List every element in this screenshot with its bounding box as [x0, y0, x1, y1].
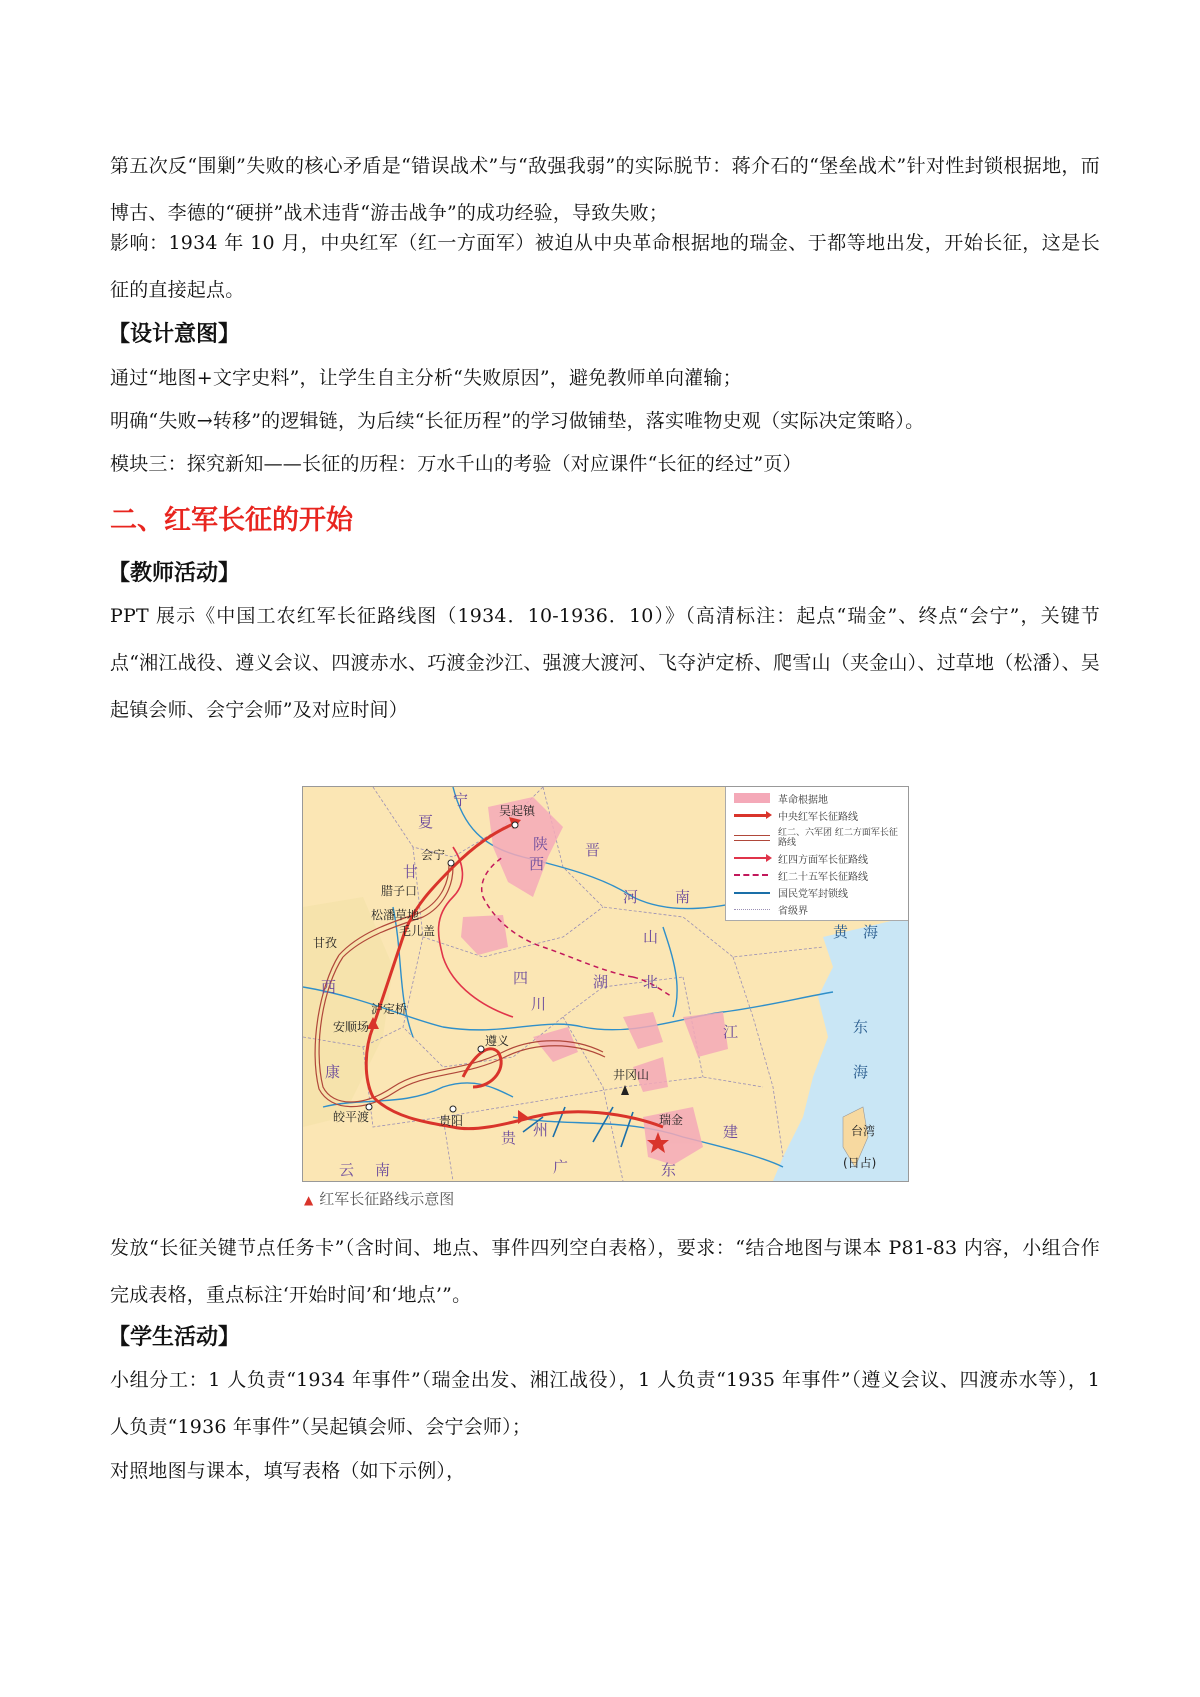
label-luding: 泸定桥: [371, 1002, 408, 1016]
jinggangshan-mountain-icon: [621, 1085, 629, 1095]
paragraph-task-card: 发放“长征关键节点任务卡”（含时间、地点、事件四列空白表格），要求：“结合地图与课本 P81-83 内容，小组合作完成表格，重点标注‘开始时间’和‘地点’”。: [110, 1237, 1100, 1306]
label-jiaoping: 皎平渡: [333, 1110, 370, 1124]
prov-label: 贵: [501, 1129, 517, 1147]
prov-label: 北: [643, 973, 659, 991]
prov-label: 南: [375, 1161, 391, 1179]
prov-label: 西: [529, 855, 545, 873]
legend-item: 省级界: [732, 902, 808, 916]
prov-label: 河: [623, 888, 639, 906]
paragraph-design-1: 通过“地图+文字史料”，让学生自主分析“失败原因”，避免教师单向灌输；: [110, 367, 742, 389]
label-jinggangshan: 井冈山: [613, 1068, 650, 1082]
map-legend: [725, 787, 908, 921]
legend-item: 中央红军长征路线: [732, 808, 858, 822]
triangle-icon: ▲: [304, 1193, 314, 1207]
label-ruijin: 瑞金: [659, 1113, 684, 1127]
prov-label: 江: [723, 1023, 739, 1041]
sea-area: [773, 917, 908, 1181]
sea-label: 黄: [833, 923, 849, 941]
long-march-map: [302, 786, 909, 1182]
sea-label: 东: [853, 1018, 869, 1036]
label-wuqi: 吴起镇: [499, 804, 536, 818]
prov-label: 夏: [418, 813, 434, 831]
paragraph-module-three: 模块三：探究新知——长征的历程：万水千山的考验（对应课件“长征的经过”页）: [110, 453, 802, 475]
prov-label: 州: [533, 1121, 549, 1139]
heading-student-activity: 【学生活动】: [108, 1325, 241, 1350]
heading-design-intent: 【设计意图】: [108, 322, 241, 347]
label-anshunchang: 安顺场: [333, 1020, 370, 1034]
label-taiwan: 台湾: [851, 1124, 876, 1138]
prov-label: 甘: [403, 863, 419, 881]
prov-label: 西: [321, 978, 337, 996]
paragraph-failure-analysis: 第五次反“围剿”失败的核心矛盾是“错误战术”与“敌强我弱”的实际脱节：蒋介石的“堡垒战术”针对性封锁根据地，而博古、李德的“硬拼”战术违背“游击战争”的成功经验，导致失败；: [110, 155, 1100, 224]
label-maoergai: 毛儿盖: [399, 924, 436, 938]
prov-label: 南: [675, 888, 691, 906]
paragraph-group-division: 小组分工：1 人负责“1934 年事件”（瑞金出发、湘江战役），1 人负责“1935 年事件”（遵义会议、四渡赤水等），1 人负责“1936 年事件”（吴起镇会师、会宁会师）；: [110, 1369, 1100, 1438]
legend-item: 革命根据地: [732, 791, 828, 805]
label-huining: 会宁: [421, 848, 446, 862]
label-japan-occupied: (日占): [843, 1156, 877, 1170]
label-songpan: 松潘草地: [371, 908, 420, 922]
prov-label: 建: [723, 1123, 739, 1141]
prov-label: 山: [643, 928, 659, 946]
prov-label: 四: [513, 969, 529, 987]
prov-label: 云: [339, 1161, 355, 1179]
sea-label: 海: [853, 1063, 869, 1081]
sea-label: 海: [863, 923, 879, 941]
prov-label: 宁: [453, 791, 469, 809]
route-25th-army: [482, 857, 633, 977]
paragraph-ppt-map: PPT 展示《中国工农红军长征路线图（1934．10-1936．10）》（高清标注：起点“瑞金”、终点“会宁”，关键节点“湘江战役、遵义会议、四渡赤水、巧渡金沙江、强渡大渡河、飞夺泸定桥、爬雪山（夹金山）、过草地（松潘）、吴起镇会师、会宁会师”及对应时间）: [110, 605, 1100, 721]
paragraph-fill-table: 对照地图与课本，填写表格（如下示例），: [110, 1460, 466, 1482]
legend-item: 红四方面军长征路线: [732, 851, 868, 865]
prov-label: 广: [553, 1158, 569, 1176]
label-lazikou: 腊子口: [381, 884, 418, 898]
section-heading: 二、红军长征的开始: [110, 505, 353, 536]
label-ganzi: 甘孜: [313, 936, 338, 950]
label-zunyi: 遵义: [485, 1034, 510, 1048]
heading-teacher-activity: 【教师活动】: [108, 561, 241, 586]
legend-item: 红二、六军团 红二方面军长征路线: [732, 827, 898, 849]
prov-label: 康: [325, 1063, 341, 1081]
label-guiyang: 贵阳: [439, 1114, 464, 1128]
prov-label: 晋: [585, 841, 601, 859]
legend-item: 国民党军封锁线: [732, 885, 848, 899]
prov-label: 东: [661, 1161, 677, 1179]
prov-label: 川: [531, 995, 547, 1013]
paragraph-impact: 影响：1934 年 10 月，中央红军（红一方面军）被迫从中央革命根据地的瑞金、于都等地出发，开始长征，这是长征的直接起点。: [110, 232, 1100, 301]
map-caption: ▲ 红军长征路线示意图: [304, 1190, 455, 1208]
prov-label: 陕: [533, 835, 549, 853]
prov-label: 湖: [593, 973, 609, 991]
legend-item: 红二十五军长征路线: [732, 868, 868, 882]
paragraph-design-2: 明确“失败→转移”的逻辑链，为后续“长征历程”的学习做铺垫，落实唯物史观（实际决定策略）。: [110, 410, 925, 432]
